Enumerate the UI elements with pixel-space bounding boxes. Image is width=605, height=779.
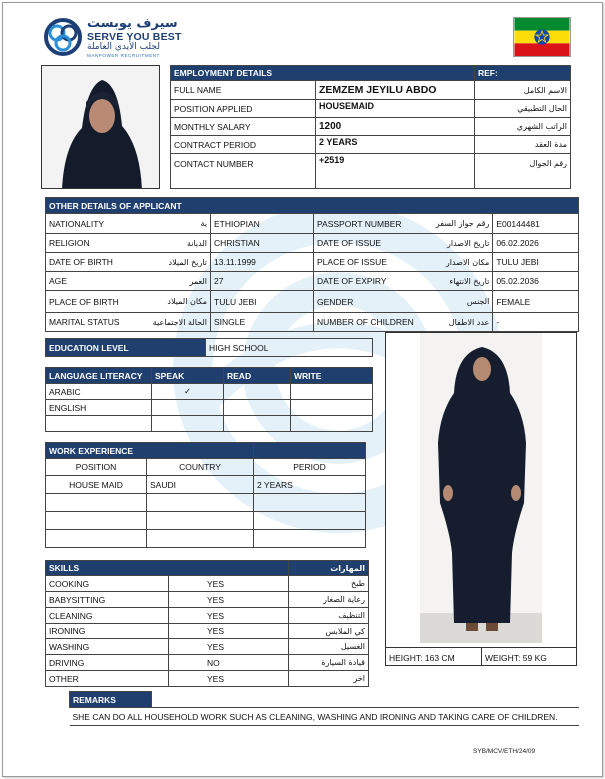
skill-row	[46, 671, 369, 687]
ref-label: REF:	[475, 66, 571, 81]
skill-name: DRIVING	[46, 655, 169, 671]
skill-name: IRONING	[46, 624, 169, 639]
detail-label-arabic: رقم جواز السفر	[417, 214, 493, 234]
work-experience-header-blank	[254, 443, 366, 459]
skill-name: BABYSITTING	[46, 592, 169, 608]
employment-row	[171, 118, 571, 136]
remarks-section	[69, 691, 579, 726]
ethiopia-flag-icon	[513, 17, 571, 57]
language-header-write: WRITE	[291, 368, 373, 384]
document-reference: SYB/MCV/ETH/24/09	[473, 748, 536, 755]
detail-label-arabic: تاريخ الاصدار	[417, 234, 493, 253]
detail-label: NATIONALITY	[46, 214, 141, 234]
employment-row	[171, 81, 571, 100]
measurements-bar	[386, 647, 577, 666]
applicant-face-photo	[41, 65, 160, 189]
detail-label: RELIGION	[46, 234, 141, 253]
applicant-full-body-icon	[386, 333, 577, 647]
check-icon: ✓	[152, 384, 224, 400]
detail-value: CHRISTIAN	[211, 234, 314, 253]
work-position	[46, 512, 147, 530]
skills-header: SKILLS	[46, 561, 289, 576]
skill-arabic: الغسيل	[289, 639, 369, 655]
work-period	[254, 530, 366, 548]
remarks-header: REMARKS	[70, 692, 152, 708]
skills-section	[45, 560, 369, 687]
detail-value: FEMALE	[493, 291, 579, 313]
logo-english-name: SERVE YOU BEST	[87, 31, 182, 43]
other-details-row	[46, 214, 579, 234]
skill-value: YES	[169, 624, 289, 639]
work-position: HOUSE MAID	[46, 476, 147, 494]
skill-arabic: رعاية الصغار	[289, 592, 369, 608]
employment-row	[171, 136, 571, 154]
other-details-section	[45, 197, 579, 332]
employment-row-value: +2519	[316, 154, 475, 189]
work-row	[46, 494, 366, 512]
skill-name: CLEANING	[46, 608, 169, 624]
work-country	[147, 530, 254, 548]
work-country	[147, 512, 254, 530]
skill-value: YES	[169, 671, 289, 687]
employment-row-value: 2 YEARS	[316, 136, 475, 154]
detail-value: TULU JEBI	[493, 253, 579, 272]
skill-row	[46, 624, 369, 639]
employment-row-arabic: الاسم الكامل	[475, 81, 571, 100]
language-name	[46, 416, 152, 432]
detail-label: DATE OF ISSUE	[314, 234, 417, 253]
work-position	[46, 530, 147, 548]
work-col-period: PERIOD	[254, 459, 366, 476]
weight-value: WEIGHT: 59 KG	[485, 653, 547, 663]
language-name: ARABIC	[46, 384, 152, 400]
language-row	[46, 400, 373, 416]
employment-row-value: ZEMZEM JEYILU ABDO	[316, 81, 475, 100]
detail-label: DATE OF EXPIRY	[314, 272, 417, 291]
detail-label-arabic: مكان الاصدار	[417, 253, 493, 272]
skill-name: COOKING	[46, 576, 169, 592]
language-speak	[152, 400, 224, 416]
skill-row	[46, 608, 369, 624]
detail-label-arabic: ية	[141, 214, 211, 234]
cv-page	[2, 2, 603, 777]
other-details-row	[46, 234, 579, 253]
other-details-row	[46, 253, 579, 272]
detail-label: PASSPORT NUMBER	[314, 214, 417, 234]
work-col-country: COUNTRY	[147, 459, 254, 476]
skill-value: YES	[169, 639, 289, 655]
detail-label-arabic: العمر	[141, 272, 211, 291]
skill-arabic: التنظيف	[289, 608, 369, 624]
work-row	[46, 476, 366, 494]
employment-row-arabic: مدة العقد	[475, 136, 571, 154]
skill-name: WASHING	[46, 639, 169, 655]
language-read	[224, 400, 291, 416]
other-details-row	[46, 291, 579, 313]
language-write	[291, 400, 373, 416]
detail-label: DATE OF BIRTH	[46, 253, 141, 272]
language-read	[224, 384, 291, 400]
employment-row-arabic: الحال التطبيقي	[475, 100, 571, 118]
detail-label-arabic: مكان الميلاد	[141, 291, 211, 313]
logo-arabic-subtitle: لجلب الأيدي العاملة	[87, 42, 160, 52]
language-read	[224, 416, 291, 432]
employment-row-value: 1200	[316, 118, 475, 136]
language-header-literacy: LANGUAGE LITERACY	[46, 368, 152, 384]
remarks-text: SHE CAN DO ALL HOUSEHOLD WORK SUCH AS CLEANING, WASHING AND IRONING AND TAKING CARE OF CHILDREN.	[70, 708, 580, 726]
skills-header-arabic: المهارات	[289, 561, 369, 576]
work-experience-section	[45, 442, 366, 548]
detail-label: MARITAL STATUS	[46, 313, 141, 332]
work-country: SAUDI	[147, 476, 254, 494]
logo-arabic-name: سيرف يوبست	[87, 16, 178, 31]
other-details-row	[46, 313, 579, 332]
remarks-header-blank	[152, 692, 580, 708]
work-row	[46, 530, 366, 548]
detail-value: 13.11.1999	[211, 253, 314, 272]
skill-value: YES	[169, 608, 289, 624]
skill-arabic: اخر	[289, 671, 369, 687]
detail-value: -	[493, 313, 579, 332]
skill-arabic: طبخ	[289, 576, 369, 592]
language-section	[45, 367, 373, 432]
education-section	[45, 338, 373, 357]
employment-row-value: HOUSEMAID	[316, 100, 475, 118]
employment-row-label: CONTACT NUMBER	[171, 154, 316, 189]
detail-label: NUMBER OF CHILDREN	[314, 313, 417, 332]
detail-value: 27	[211, 272, 314, 291]
work-row	[46, 512, 366, 530]
employment-row	[171, 154, 571, 189]
detail-label: GENDER	[314, 291, 417, 313]
height-value: HEIGHT: 163 CM	[386, 648, 482, 666]
detail-label-arabic: الديانة	[141, 234, 211, 253]
detail-value: TULU JEBI	[211, 291, 314, 313]
other-details-row	[46, 272, 579, 291]
skill-arabic: كي الملابس	[289, 624, 369, 639]
employment-details-header: EMPLOYMENT DETAILS	[171, 66, 475, 81]
detail-value: 05.02.2036	[493, 272, 579, 291]
detail-value: ETHIOPIAN	[211, 214, 314, 234]
work-country	[147, 494, 254, 512]
skill-row	[46, 655, 369, 671]
employment-row-arabic: رقم الجوال	[475, 154, 571, 189]
skill-value: YES	[169, 592, 289, 608]
language-speak	[152, 416, 224, 432]
skill-name: OTHER	[46, 671, 169, 687]
employment-row-arabic: الراتب الشهري	[475, 118, 571, 136]
detail-label-arabic: الحالة الاجتماعية	[141, 313, 211, 332]
language-write	[291, 416, 373, 432]
work-period	[254, 512, 366, 530]
employment-details-section	[170, 65, 571, 189]
detail-label: PLACE OF ISSUE	[314, 253, 417, 272]
other-details-header: OTHER DETAILS OF APPLICANT	[46, 198, 579, 214]
skill-arabic: قيادة السيارة	[289, 655, 369, 671]
detail-label-arabic: الجنس	[417, 291, 493, 313]
language-name: ENGLISH	[46, 400, 152, 416]
company-logo	[43, 17, 183, 61]
skill-value: NO	[169, 655, 289, 671]
work-position	[46, 494, 147, 512]
work-col-position: POSITION	[46, 459, 147, 476]
work-experience-header: WORK EXPERIENCE	[46, 443, 254, 459]
education-level-value: HIGH SCHOOL	[206, 339, 373, 357]
employment-row-label: MONTHLY SALARY	[171, 118, 316, 136]
work-period	[254, 494, 366, 512]
detail-value: SINGLE	[211, 313, 314, 332]
skill-row	[46, 639, 369, 655]
employment-row	[171, 100, 571, 118]
detail-label-arabic: تاريخ الانتهاء	[417, 272, 493, 291]
language-row	[46, 384, 373, 400]
skill-value: YES	[169, 576, 289, 592]
language-header-read: READ	[224, 368, 291, 384]
detail-value: E00144481	[493, 214, 579, 234]
employment-row-label: CONTRACT PERIOD	[171, 136, 316, 154]
skill-row	[46, 576, 369, 592]
logo-tagline: MANPOWER RECRUITMENT	[87, 53, 160, 58]
language-header-speak: SPEAK	[152, 368, 224, 384]
work-period: 2 YEARS	[254, 476, 366, 494]
education-level-label: EDUCATION LEVEL	[46, 339, 206, 357]
language-write	[291, 384, 373, 400]
detail-label: AGE	[46, 272, 141, 291]
applicant-portrait-icon	[42, 66, 160, 189]
employment-row-label: POSITION APPLIED	[171, 100, 316, 118]
detail-label-arabic: تاريخ الميلاد	[141, 253, 211, 272]
language-row	[46, 416, 373, 432]
detail-label: PLACE OF BIRTH	[46, 291, 141, 313]
skill-row	[46, 592, 369, 608]
applicant-full-body-photo	[385, 332, 577, 666]
logo-knot-icon	[43, 17, 83, 57]
detail-label-arabic: عدد الاطفال	[417, 313, 493, 332]
detail-value: 06.02.2026	[493, 234, 579, 253]
employment-row-label: FULL NAME	[171, 81, 316, 100]
